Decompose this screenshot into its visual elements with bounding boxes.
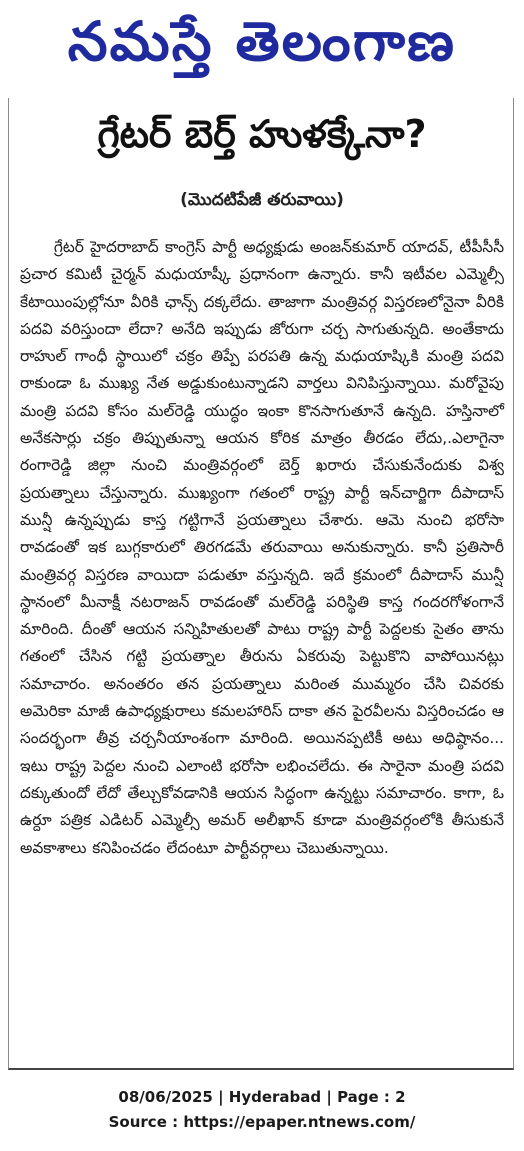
masthead (0, 0, 524, 96)
footer-dateline: 08/06/2025 | Hyderabad | Page : 2 (118, 1088, 406, 1106)
footer-source: Source : https://epaper.ntnews.com/ (108, 1113, 416, 1131)
article-headline: గ్రేటర్ బెర్త్ హుళక్కేనా? (97, 112, 427, 156)
continuation-note: (మొదటిపేజీ తరువాయి) (180, 190, 344, 210)
newspaper-logo: నమస్తే తెలంగాణ (67, 9, 457, 73)
article-body: గ్రేటర్ హైదరాబాద్ కాంగ్రెస్ పార్టీ అధ్యక్షుడు అంజన్‌కుమార్ యాదవ్, టీపీసీసీ ప్రచార కమిటీ చైర్మన్ మధుయాష్కీ ప్రధానంగా ఉన్నారు. కానీ ఇటీవల ఎమ్మెల్సీ కేటాయింపుల్లోనూ వీరికి ఛాన్స్ దక్కలేదు. తాజాగా మంత్రివర్గ విస్తరణలోనైనా వీరికి పదవి వరిస్తుందా లేదా? అనేది ఇప్పుడు జోరుగా చర్చ సాగుతున్నది. అంతేకాదు రాహుల్ గాంధీ స్థాయిలో చక్రం తిప్పే పరపతి ఉన్న మధుయాష్కికి మంత్రి పదవి రాకుండా ఓ ముఖ్య నేత అడ్డుకుంటున్నాడని వార్తలు వినిపిస్తున్నాయి. మరోవైపు మంత్రి పదవి కోసం మల్‌రెడ్డి యుద్ధం ఇంకా కొనసాగుతూనే ఉన్నది. హస్తినాలో అనేకసార్లు చక్రం తిప్పుతున్నా ఆయన కోరిక మాత్రం తీరడం లేదు,.ఎలాగైనా రంగారెడ్డి జిల్లా నుంచి మంత్రివర్గంలో బెర్త్ ఖరారు చేసుకునేందుకు విశ్వ ప్రయత్నాలు చేస్తున్నారు. ముఖ్యంగా గతంలో రాష్ట్ర పార్టీ ఇన్‌చార్జిగా దీపాదాస్ మున్షీ ఉన్నప్పుడు కాస్త గట్టిగానే ప్రయత్నాలు చేశారు. ఆమె నుంచి భరోసా రావడంతో ఇక బుగ్గకారులో తిరగడమే తరువాయి అనుకున్నారు. కానీ ప్రతిసారీ మంత్రివర్గ విస్తరణ వాయిదా పడుతూ వస్తున్నది. ఇదే క్రమంలో దీపాదాస్ మున్షీ స్థానంలో మీనాక్షీ నటరాజన్ రావడంతో మల్‌రెడ్డి పరిస్థితి కాస్త గందరగోళంగానే మారింది. దీంతో ఆయన సన్నిహితులతో పాటు రాష్ట్ర పార్టీ పెద్దలకు సైతం తాను గతంలో చేసిన గట్టి ప్రయత్నాల తీరును ఏకరువు పెట్టుకొని వాపోయినట్లు సమాచారం. అనంతరం తన ప్రయత్నాలు మరింత ముమ్మరం చేసి చివరకు అమెరికా మాజీ ఉపాధ్యక్షురాలు కమలహారిస్ దాకా తన పైరవీలను విస్తరించడం ఆ సందర్భంగా తీవ్ర చర్చనీయాంశంగా మారింది. అయినప్పటికీ అటు అధిష్ఠానం... ఇటు రాష్ట్ర పెద్దల నుంచి ఎలాంటి భరోసా లభించలేదు. ఈ సారైనా మంత్రి పదవి దక్కుతుందో లేదో తేల్చుకోవడానికి ఆయన సిద్ధంగా ఉన్నట్టు సమాచారం. కాగా, ఓ ఉర్దూ పత్రిక ఎడిటర్ ఎమ్మెల్సీ అమర్ అలీఖాన్ కూడా మంత్రివర్గంలోకి తీసుకునే అవకాశాలు కనిపించడం లేదంటూ పార్టీవర్గాలు చెబుతున్నాయి. (20, 238, 504, 857)
